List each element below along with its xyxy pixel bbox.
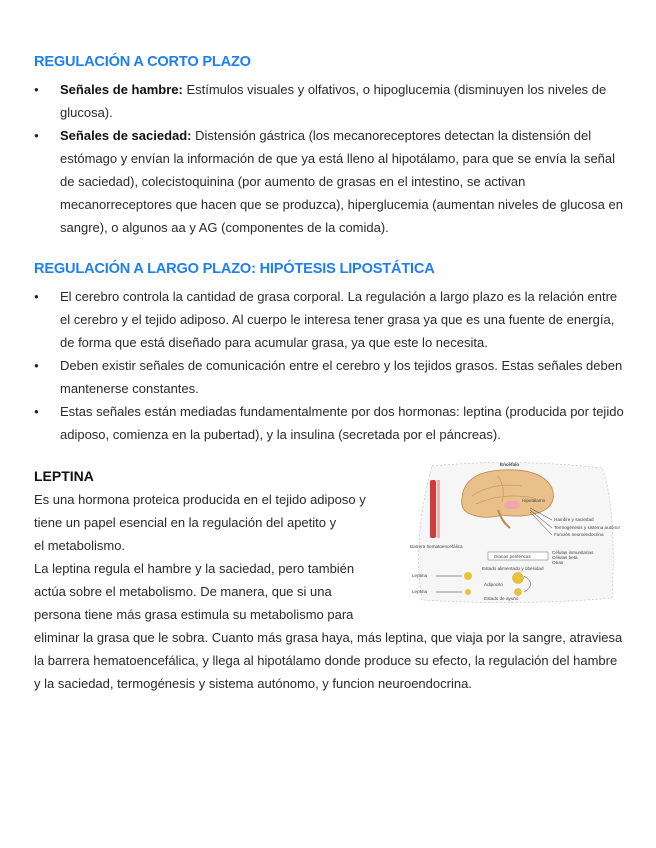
list-item bbox=[34, 78, 624, 124]
barrier-shape bbox=[437, 480, 440, 538]
label-effect-neuroendocrine: Función neuroendocrina bbox=[554, 532, 604, 537]
leptin-line: Es una hormona proteica producida en el tejido adiposo y bbox=[34, 492, 366, 507]
leptin-line: persona tiene más grasa estimula su metabolismo para bbox=[34, 607, 354, 622]
label-leptin-high: Leptina bbox=[412, 573, 428, 578]
list-item: ● Deben existir señales de comunicación entre el cerebro y los tejidos grasos. Estas señales deben mantenerse constantes. bbox=[34, 354, 624, 400]
list-item bbox=[34, 124, 624, 239]
adipocyte-small-icon bbox=[465, 589, 471, 595]
hypothalamus-shape bbox=[504, 501, 520, 509]
label-cells-beta: Células beta bbox=[552, 555, 578, 560]
label-encephalon: Encéfalo bbox=[500, 462, 520, 467]
leptin-diagram-illustration bbox=[402, 458, 620, 606]
leptin-line: tiene un papel esencial en la regulación del apetito y bbox=[34, 515, 337, 530]
long-term-list bbox=[34, 285, 624, 446]
label-barrier: Barrera hematoencefálica bbox=[410, 544, 463, 549]
label-fed-state: Estado alimentado y obesidad bbox=[482, 566, 544, 571]
leptin-line: actúa sobre el metabolismo. De manera, que si una bbox=[34, 584, 332, 599]
label-leptin-low: Leptina bbox=[412, 589, 428, 594]
heading-short-term: REGULACIÓN A CORTO PLAZO bbox=[34, 54, 251, 70]
heading-leptin: LEPTINA bbox=[34, 468, 94, 484]
section-long-term bbox=[34, 259, 624, 446]
short-term-list bbox=[34, 78, 624, 239]
item-label: Señales de hambre: bbox=[60, 82, 183, 97]
label-adipocyte: Adipocito bbox=[484, 582, 503, 587]
adipocyte-large-icon bbox=[464, 572, 472, 580]
section-leptin bbox=[34, 462, 624, 695]
adipocyte-fasting-icon bbox=[515, 589, 522, 596]
label-effect-thermogenesis: Termogénesis y sistema autónomo bbox=[554, 525, 620, 530]
label-peripheral: Dianas periféricas bbox=[494, 554, 531, 559]
item-text: Distensión gástrica (los mecanoreceptores detectan la distensión del estómago y envían la información de que ya está lleno al hipotálamo, para que se envía la señal de saciedad), colecistoquinina (por aumento de grasas en el intestino, se activan mecanorreceptores que hacen que se produzca), hiperglucemia (aumentan niveles de glucosa en sangre), o algunos aa y AG (componentes de la comida). bbox=[60, 128, 623, 235]
leptin-line: el metabolismo. bbox=[34, 538, 126, 553]
document-page bbox=[34, 52, 624, 695]
label-hypothalamus: Hipotálamo bbox=[522, 498, 546, 503]
leptin-diagram bbox=[402, 458, 620, 606]
list-item: ● Estas señales están mediadas fundamentalmente por dos hormonas: leptina (producida por tejido adiposo, comienza en la pubertad), y la insulina (secretada por el páncreas). bbox=[34, 400, 624, 446]
label-effect-hunger: Hambre y saciedad bbox=[554, 517, 594, 522]
blood-vessel-shape bbox=[430, 480, 436, 538]
label-fasting: Estado de ayuno bbox=[484, 596, 519, 601]
leptin-paragraph: eliminar la grasa que le sobra. Cuanto más grasa haya, más leptina, que viaja por la sangre, atraviesa la barrera hematoencefálica, y llega al hipotálamo donde produce su efecto, la regulación del hambre y la saciedad, termogénesis y sistema autónomo, y funcion neuroendocrina. bbox=[34, 630, 623, 691]
list-item: ● El cerebro controla la cantidad de grasa corporal. La regulación a largo plazo es la relación entre el cerebro y el tejido adiposo. Al cuerpo le interesa tener grasa ya que es una fuente de energía, de forma que está diseñado para acumular grasa, ya que este lo necesita. bbox=[34, 285, 624, 354]
leptin-line: La leptina regula el hambre y la saciedad, pero también bbox=[34, 561, 355, 576]
item-text: Estímulos visuales y olfativos, o hipoglucemia (disminuyen los niveles de glucosa). bbox=[60, 82, 607, 120]
section-short-term bbox=[34, 52, 624, 239]
label-cells-other: Otras bbox=[552, 560, 564, 565]
label-cells-immune: Células inmunitarias bbox=[552, 550, 594, 555]
item-label: Señales de saciedad: bbox=[60, 128, 192, 143]
heading-long-term: REGULACIÓN A LARGO PLAZO: HIPÓTESIS LIPOSTÁTICA bbox=[34, 261, 435, 277]
adipocyte-fed-icon bbox=[513, 573, 524, 584]
